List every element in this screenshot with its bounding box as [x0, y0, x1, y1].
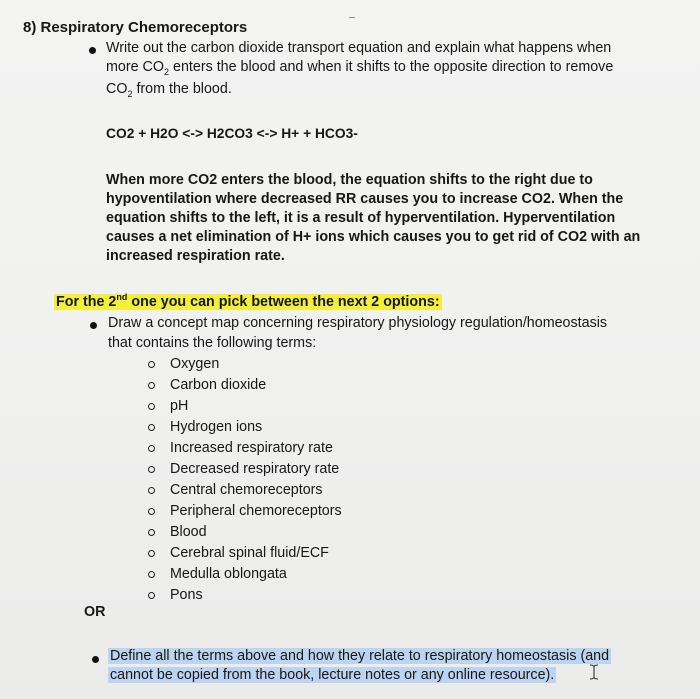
superscript: nd	[116, 292, 128, 303]
options-intro-text: For the 2	[56, 294, 117, 310]
term-item: Hydrogen ions	[170, 419, 263, 435]
question-line-2	[106, 58, 613, 77]
term-item: Cerebral spinal fluid/ECF	[170, 545, 329, 561]
circle-bullet	[148, 487, 155, 494]
term-item: Peripheral chemoreceptors	[170, 503, 342, 519]
term-item: Increased respiratory rate	[170, 440, 333, 456]
question-line-2-text: more CO	[106, 59, 164, 75]
circle-bullet	[148, 424, 155, 431]
define-line-1-text: Define all the terms above and how they relate to respiratory homeostasis (and	[110, 648, 610, 664]
answer-line-1: When more CO2 enters the blood, the equation shifts to the right due to	[106, 172, 593, 188]
bullet	[89, 47, 96, 54]
circle-bullet	[148, 592, 155, 599]
term-item: Central chemoreceptors	[170, 482, 323, 498]
define-line-1	[108, 647, 611, 666]
define-line-2	[108, 666, 556, 685]
term-item: Decreased respiratory rate	[170, 461, 340, 477]
term-item: Blood	[170, 524, 207, 540]
answer-line-4: causes a net elimination of H+ ions which causes you to get rid of CO2 with an	[106, 229, 641, 245]
circle-bullet	[148, 403, 155, 410]
answer-line-5: increased respiration rate.	[106, 248, 285, 264]
concept-map-line-2: that contains the following terms:	[108, 335, 317, 351]
equation: CO2 + H2O <-> H2CO3 <-> H+ + HCO3-	[106, 126, 358, 141]
circle-bullet	[148, 382, 155, 389]
page-mark	[349, 17, 355, 18]
question-line-3-text: CO	[106, 81, 128, 97]
options-intro-highlight	[54, 294, 442, 310]
circle-bullet	[148, 550, 155, 557]
circle-bullet	[148, 361, 155, 368]
term-item: Carbon dioxide	[170, 377, 267, 393]
text-cursor-icon	[589, 664, 599, 680]
circle-bullet	[148, 445, 155, 452]
term-item: Oxygen	[170, 356, 220, 372]
section-heading: 8) Respiratory Chemoreceptors	[23, 19, 248, 36]
circle-bullet	[148, 508, 155, 515]
circle-bullet	[148, 571, 155, 578]
circle-bullet	[148, 529, 155, 536]
or-label: OR	[84, 604, 106, 620]
question-line-1: Write out the carbon dioxide transport equation and explain what happens when	[106, 40, 612, 56]
bullet	[92, 656, 99, 663]
circle-bullet	[148, 466, 155, 473]
answer-line-2: hypoventilation where decreased RR causes you to increase CO2. When the	[106, 191, 624, 207]
subscript: 2	[127, 88, 133, 99]
options-intro	[54, 293, 442, 312]
term-item: Pons	[170, 587, 203, 603]
subscript: 2	[164, 66, 170, 77]
define-line-2-text: cannot be copied from the book, lecture notes or any online resource).	[110, 667, 555, 683]
term-item: Medulla oblongata	[170, 566, 287, 582]
question-line-3-text-end: from the blood.	[132, 81, 232, 97]
options-intro-text-end: one you can pick between the next 2 options:	[127, 294, 440, 310]
question-line-3	[106, 80, 232, 99]
term-item: pH	[170, 398, 189, 414]
concept-map-line-1: Draw a concept map concerning respiratory physiology regulation/homeostasis	[108, 315, 608, 331]
answer-line-3: equation shifts to the left, it is a result of hyperventilation. Hyperventilation	[106, 210, 616, 226]
bullet	[90, 322, 97, 329]
question-line-2-text-end: enters the blood and when it shifts to the opposite direction to remove	[169, 59, 614, 75]
